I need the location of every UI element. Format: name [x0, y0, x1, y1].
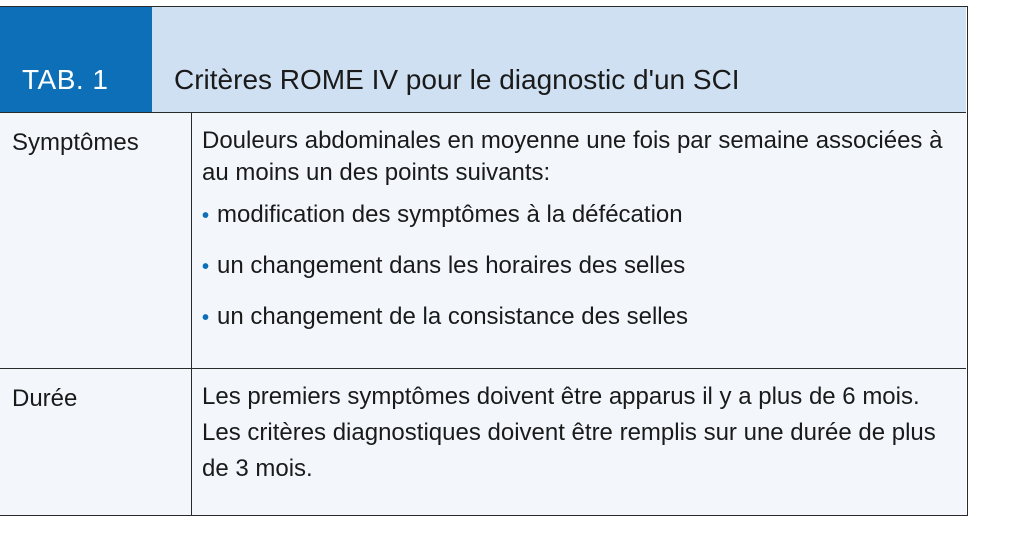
bullet-dot-icon: • [202, 307, 210, 329]
table-row-duree [0, 369, 966, 515]
row-label-duree: Durée [0, 369, 192, 515]
table-header [0, 7, 966, 113]
criteria-table [0, 6, 968, 516]
bullet-dot-icon: • [202, 205, 210, 227]
row-content-duree: Les premiers symptômes doivent être apparus il y a plus de 6 mois. Les critères diagnostiques doivent être remplis sur une durée de plus de 3 mois. [202, 383, 936, 482]
table-number: TAB. 1 [0, 7, 152, 112]
list-item [202, 199, 946, 232]
symptoms-bullet-list [202, 199, 946, 334]
list-item [202, 250, 946, 283]
table-row-symptoms [0, 113, 966, 369]
bullet-text: un changement dans les horaires des selles [217, 252, 686, 279]
bullet-text: modification des symptômes à la défécation [217, 201, 683, 228]
bullet-text: un changement de la consistance des selles [217, 303, 688, 330]
table-title: Critères ROME IV pour le diagnostic d'un SCI [152, 7, 966, 112]
symptoms-intro: Douleurs abdominales en moyenne une fois par semaine associées à au moins un des points suivants: [202, 127, 943, 186]
row-content-symptoms [192, 113, 966, 368]
row-label-symptoms: Symptômes [0, 113, 192, 368]
bullet-dot-icon: • [202, 256, 210, 278]
list-item [202, 301, 946, 334]
